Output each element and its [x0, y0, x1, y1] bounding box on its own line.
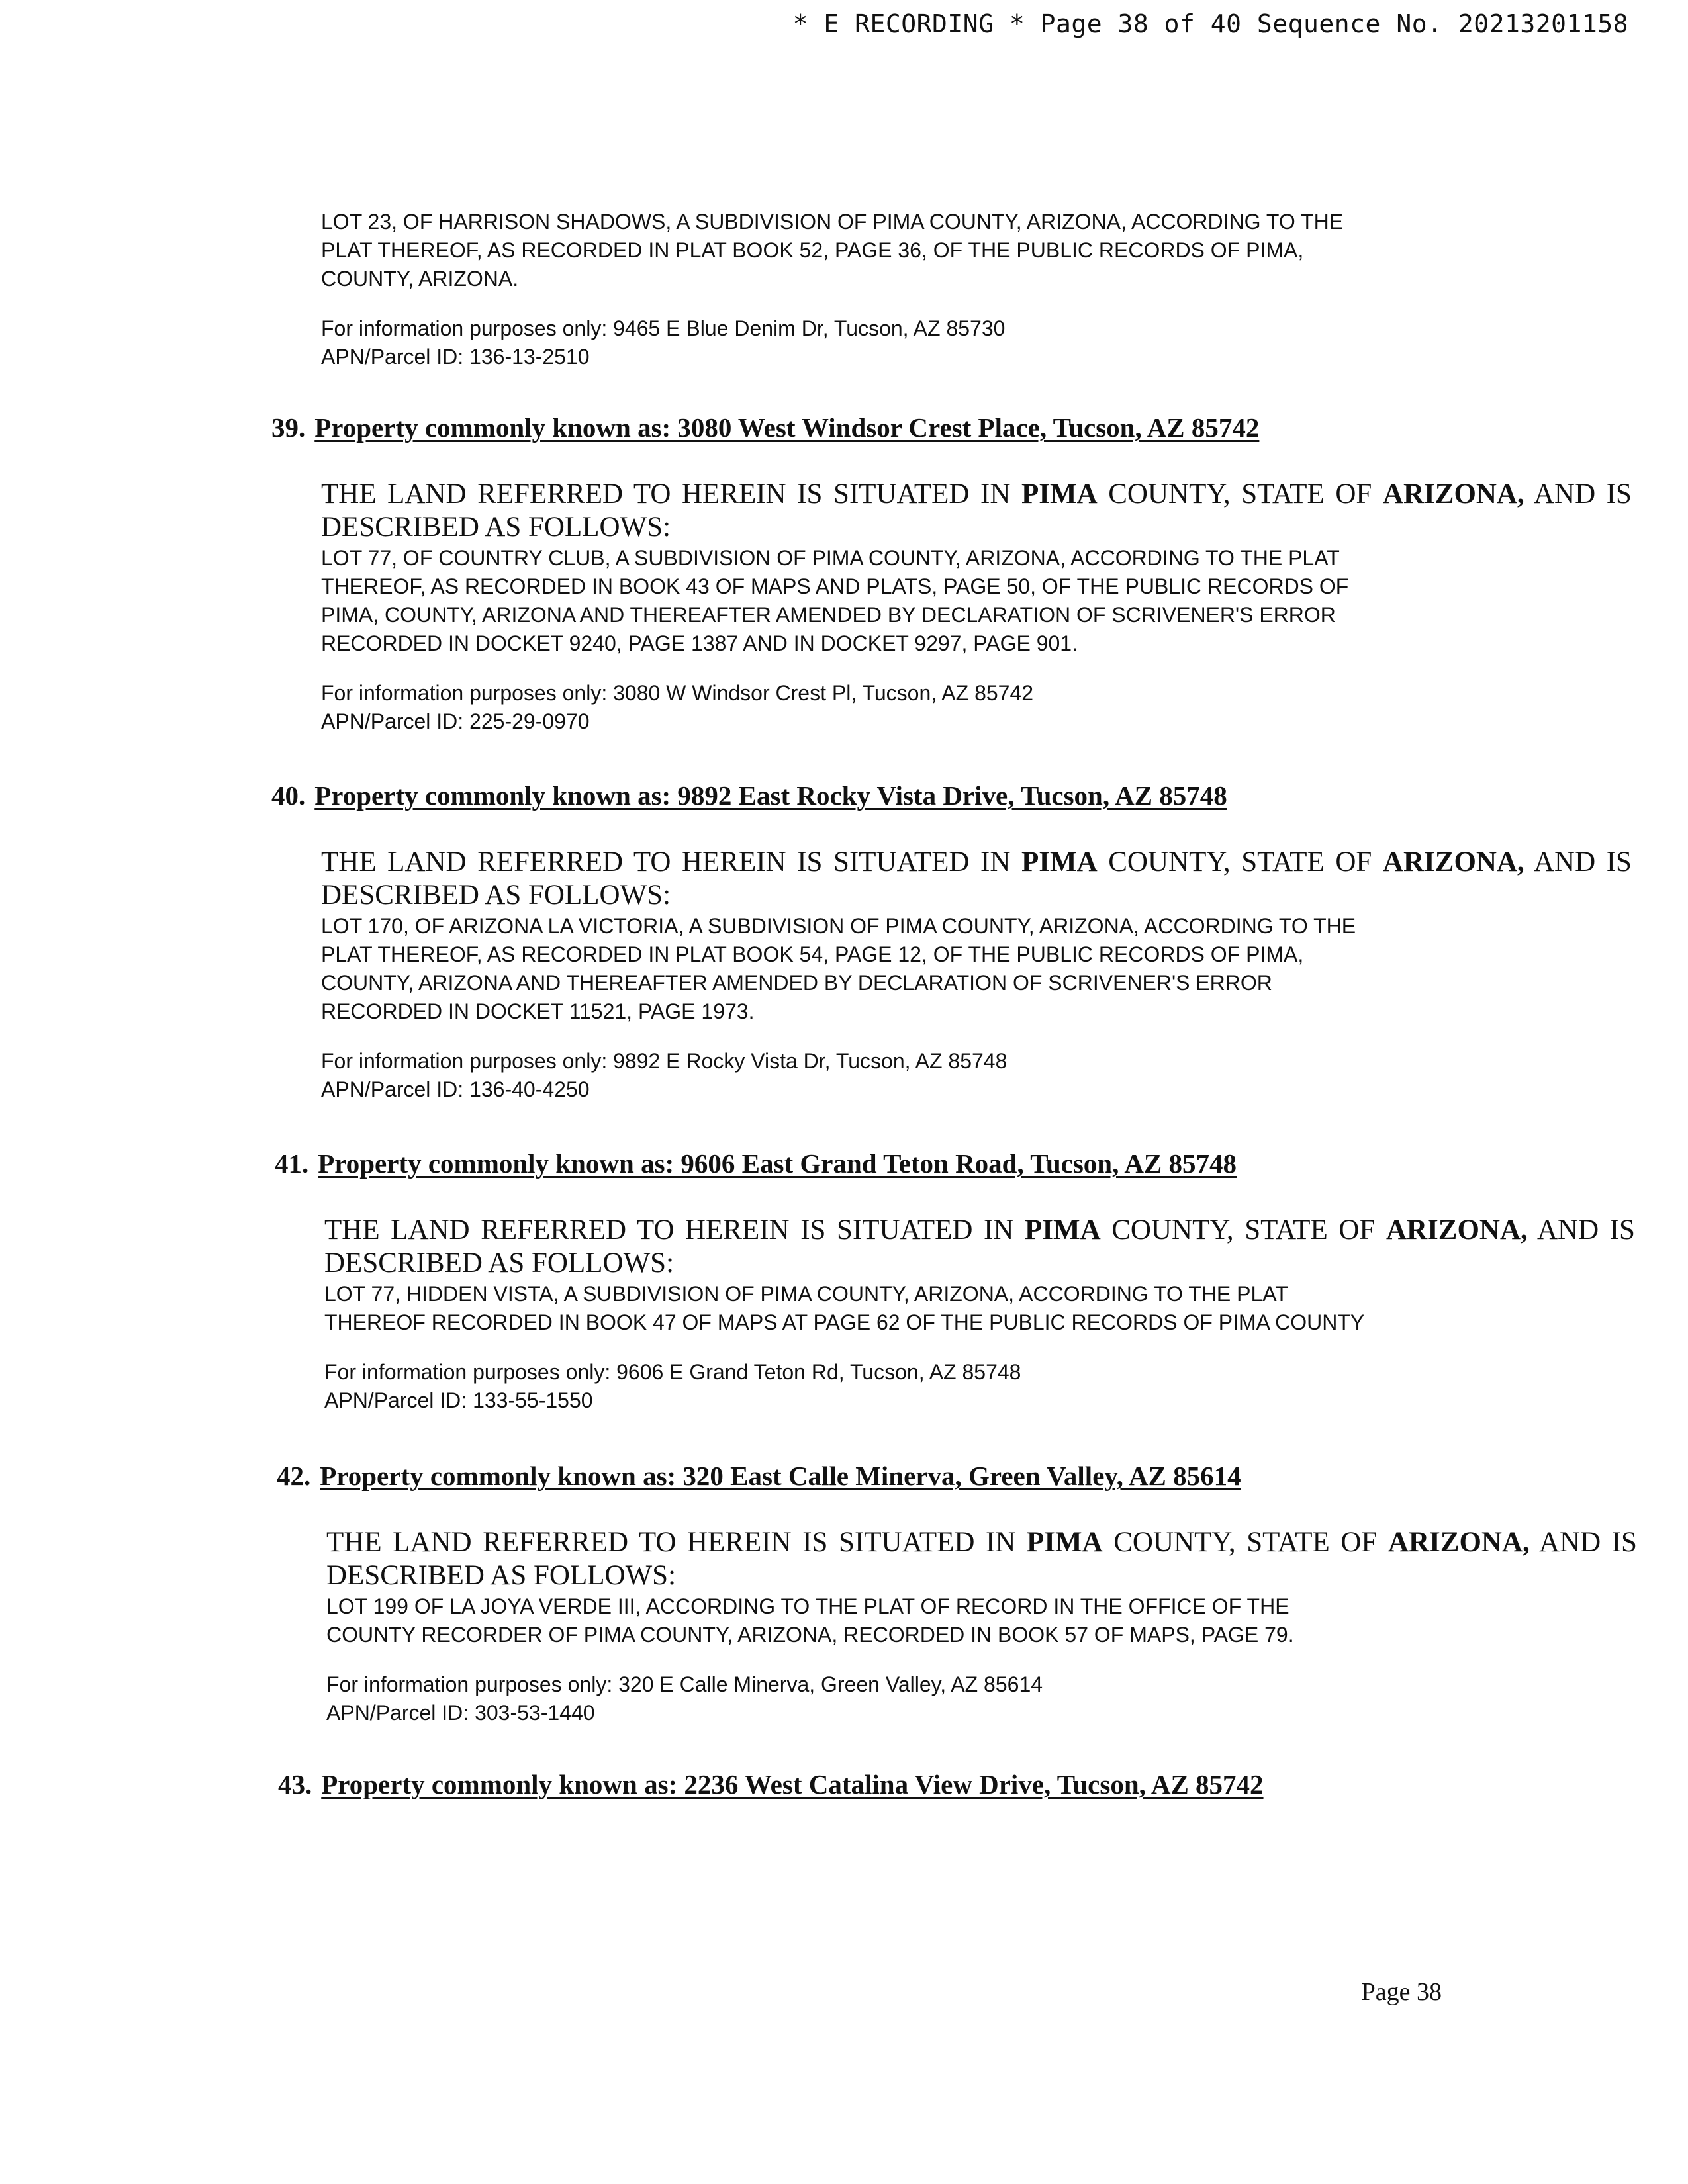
property-heading-43: [278, 1768, 1264, 1800]
top-continuation-block: [321, 208, 1343, 371]
property-number: 39.: [271, 412, 306, 443]
apn-parcel-id: APN/Parcel ID: 225-29-0970: [321, 709, 590, 733]
land-intro: THE LAND REFERRED TO HEREIN IS SITUATED IN PIMA COUNTY, STATE OF ARIZONA, AND IS DESCRIBED AS FOLLOWS:: [321, 846, 1632, 911]
property-heading-39: [271, 412, 1259, 443]
property-heading-42: [277, 1460, 1241, 1492]
property-title: Property commonly known as: 9606 East Grand Teton Road, Tucson, AZ 85748: [318, 1148, 1237, 1179]
land-intro: THE LAND REFERRED TO HEREIN IS SITUATED IN PIMA COUNTY, STATE OF ARIZONA, AND IS DESCRIBED AS FOLLOWS:: [324, 1214, 1635, 1279]
legal-description: LOT 77, HIDDEN VISTA, A SUBDIVISION OF PIMA COUNTY, ARIZONA, ACCORDING TO THE PLAT THEREOF RECORDED IN BOOK 47 OF MAPS AT PAGE 62 OF THE PUBLIC RECORDS OF PIMA COUNTY: [324, 1282, 1365, 1334]
info-address: For information purposes only: 9465 E Blue Denim Dr, Tucson, AZ 85730: [321, 316, 1006, 340]
property-number: 42.: [277, 1461, 311, 1491]
property-heading-40: [271, 780, 1227, 811]
legal-description: LOT 170, OF ARIZONA LA VICTORIA, A SUBDIVISION OF PIMA COUNTY, ARIZONA, ACCORDING TO THE PLAT THEREOF, AS RECORDED IN PLAT BOOK 54, PAGE 12, OF THE PUBLIC RECORDS OF PIMA, COUNTY, ARIZONA AND THEREAFTER AMENDED BY DECLARATION OF SCRIVENER'S ERROR RECORDED IN DOCKET 11521, PAGE 1973.: [321, 914, 1356, 1023]
info-address: For information purposes only: 9892 E Rocky Vista Dr, Tucson, AZ 85748: [321, 1049, 1008, 1073]
property-title: Property commonly known as: 2236 West Catalina View Drive, Tucson, AZ 85742: [321, 1769, 1264, 1799]
property-body-42: [326, 1526, 1637, 1727]
apn-parcel-id: APN/Parcel ID: 136-40-4250: [321, 1077, 590, 1101]
property-number: 41.: [275, 1148, 309, 1179]
legal-description: LOT 199 OF LA JOYA VERDE III, ACCORDING TO THE PLAT OF RECORD IN THE OFFICE OF THE COUNTY RECORDER OF PIMA COUNTY, ARIZONA, RECORDED IN BOOK 57 OF MAPS, PAGE 79.: [326, 1594, 1294, 1647]
property-body-41: [324, 1214, 1635, 1415]
land-intro: THE LAND REFERRED TO HEREIN IS SITUATED IN PIMA COUNTY, STATE OF ARIZONA, AND IS DESCRIBED AS FOLLOWS:: [326, 1527, 1637, 1591]
property-body-40: [321, 846, 1632, 1104]
info-address: For information purposes only: 9606 E Grand Teton Rd, Tucson, AZ 85748: [324, 1360, 1021, 1384]
recording-header: * E RECORDING * Page 38 of 40 Sequence No. 20213201158: [792, 9, 1628, 38]
apn-parcel-id: APN/Parcel ID: 136-13-2510: [321, 345, 590, 369]
apn-parcel-id: APN/Parcel ID: 133-55-1550: [324, 1388, 593, 1412]
land-intro: THE LAND REFERRED TO HEREIN IS SITUATED IN PIMA COUNTY, STATE OF ARIZONA, AND IS DESCRIBED AS FOLLOWS:: [321, 478, 1632, 543]
property-title: Property commonly known as: 3080 West Windsor Crest Place, Tucson, AZ 85742: [314, 412, 1260, 443]
property-heading-41: [275, 1148, 1237, 1179]
property-body-39: [321, 478, 1632, 736]
info-address: For information purposes only: 3080 W Windsor Crest Pl, Tucson, AZ 85742: [321, 681, 1034, 705]
info-address: For information purposes only: 320 E Calle Minerva, Green Valley, AZ 85614: [326, 1672, 1043, 1696]
property-number: 40.: [271, 780, 306, 811]
property-number: 43.: [278, 1769, 312, 1799]
page-number: Page 38: [1361, 1978, 1442, 2006]
apn-parcel-id: APN/Parcel ID: 303-53-1440: [326, 1701, 595, 1725]
legal-description: LOT 23, OF HARRISON SHADOWS, A SUBDIVISION OF PIMA COUNTY, ARIZONA, ACCORDING TO THE PLAT THEREOF, AS RECORDED IN PLAT BOOK 52, PAGE 36, OF THE PUBLIC RECORDS OF PIMA, COUNTY, ARIZONA.: [321, 210, 1344, 291]
property-title: Property commonly known as: 320 East Calle Minerva, Green Valley, AZ 85614: [320, 1461, 1241, 1491]
legal-description: LOT 77, OF COUNTRY CLUB, A SUBDIVISION OF PIMA COUNTY, ARIZONA, ACCORDING TO THE PLAT THEREOF, AS RECORDED IN BOOK 43 OF MAPS AND PLATS, PAGE 50, OF THE PUBLIC RECORDS OF PIMA, COUNTY, ARIZONA AND THEREAFTER AMENDED BY DECLARATION OF SCRIVENER'S ERROR RECORDED IN DOCKET 9240, PAGE 1387 AND IN DOCKET 9297, PAGE 901.: [321, 546, 1349, 655]
property-title: Property commonly known as: 9892 East Rocky Vista Drive, Tucson, AZ 85748: [314, 780, 1227, 811]
